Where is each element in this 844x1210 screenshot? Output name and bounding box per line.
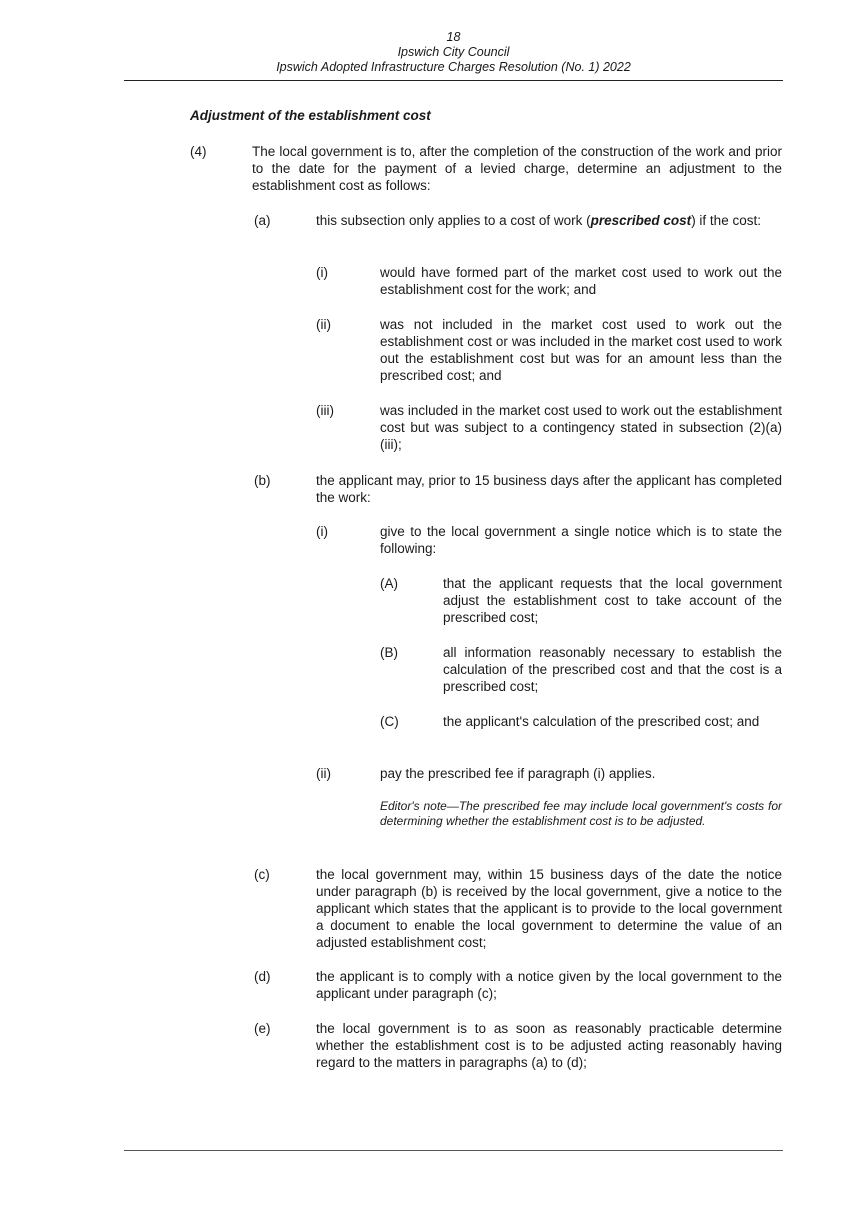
para-a-ii-text: was not included in the market cost used to work out the establishment cost or was included in the market cost used to work out the establishment cost but was for an amount less than the prescribed cost; and <box>380 317 782 383</box>
defined-term: prescribed cost <box>590 213 692 228</box>
para-a-iii-text: was included in the market cost used to work out the establishment cost but was subject to a contingency stated in subsection (2)(a)(iii); <box>380 403 782 452</box>
resolution-title: Ipswich Adopted Infrastructure Charges Resolution (No. 1) 2022 <box>276 60 631 74</box>
para-d-label: (d) <box>254 969 271 984</box>
subsection-4-label: (4) <box>190 144 207 159</box>
para-d-text: the applicant is to comply with a notice given by the local government to the applicant under paragraph (c); <box>316 969 782 1001</box>
page-header <box>124 30 783 75</box>
para-b-i-text: give to the local government a single notice which is to state the following: <box>380 524 782 556</box>
para-b-i-C-text: the applicant's calculation of the prescribed cost; and <box>443 714 760 729</box>
para-b-i-A-label: (A) <box>380 576 398 591</box>
para-a-label: (a) <box>254 213 271 228</box>
para-a-i-label: (i) <box>316 265 328 280</box>
page-number: 18 <box>446 30 461 44</box>
para-a-text <box>316 212 782 229</box>
subsection-4-text: The local government is to, after the completion of the construction of the work and prior to the date for the payment of a levied charge, determine an adjustment to the establishment cost as follows: <box>252 144 782 193</box>
header-divider <box>124 80 783 81</box>
para-e-label: (e) <box>254 1021 271 1036</box>
para-e-text: the local government is to as soon as reasonably practicable determine whether the establishment cost is to be adjusted acting reasonably having regard to the matters in paragraphs (a) to (d); <box>316 1021 782 1070</box>
para-a-iii-label: (iii) <box>316 403 334 418</box>
para-b-ii-text: pay the prescribed fee if paragraph (i) applies. <box>380 766 656 781</box>
para-b-i-B-label: (B) <box>380 645 398 660</box>
para-a-i-text: would have formed part of the market cost used to work out the establishment cost for the work; and <box>380 265 782 297</box>
para-c-text: the local government may, within 15 business days of the date the notice under paragraph (b) is received by the local government, give a notice to the applicant which states that the applicant is to provide to the local government a document to enable the local government to determine the value of an adjusted establishment cost; <box>316 867 782 950</box>
para-a-text-start: this subsection only applies to a cost of work ( <box>316 213 591 228</box>
para-a-text-end: ) if the cost: <box>691 213 761 228</box>
para-b-text: the applicant may, prior to 15 business days after the applicant has completed the work: <box>316 473 782 505</box>
para-b-i-label: (i) <box>316 524 328 539</box>
editors-note: Editor's note—The prescribed fee may include local government's costs for determining whether the establishment cost is to be adjusted. <box>380 799 782 828</box>
council-name: Ipswich City Council <box>397 45 510 59</box>
para-c-label: (c) <box>254 867 270 882</box>
para-b-i-B-text: all information reasonably necessary to establish the calculation of the prescribed cost and that the cost is a prescribed cost; <box>443 645 782 694</box>
footer-divider <box>124 1150 783 1151</box>
para-b-ii-label: (ii) <box>316 766 331 781</box>
para-b-i-C-label: (C) <box>380 714 399 729</box>
para-b-i-A-text: that the applicant requests that the local government adjust the establishment cost to take account of the prescribed cost; <box>443 576 782 625</box>
para-b-label: (b) <box>254 473 271 488</box>
section-heading: Adjustment of the establishment cost <box>190 108 431 123</box>
para-a-ii-label: (ii) <box>316 317 331 332</box>
